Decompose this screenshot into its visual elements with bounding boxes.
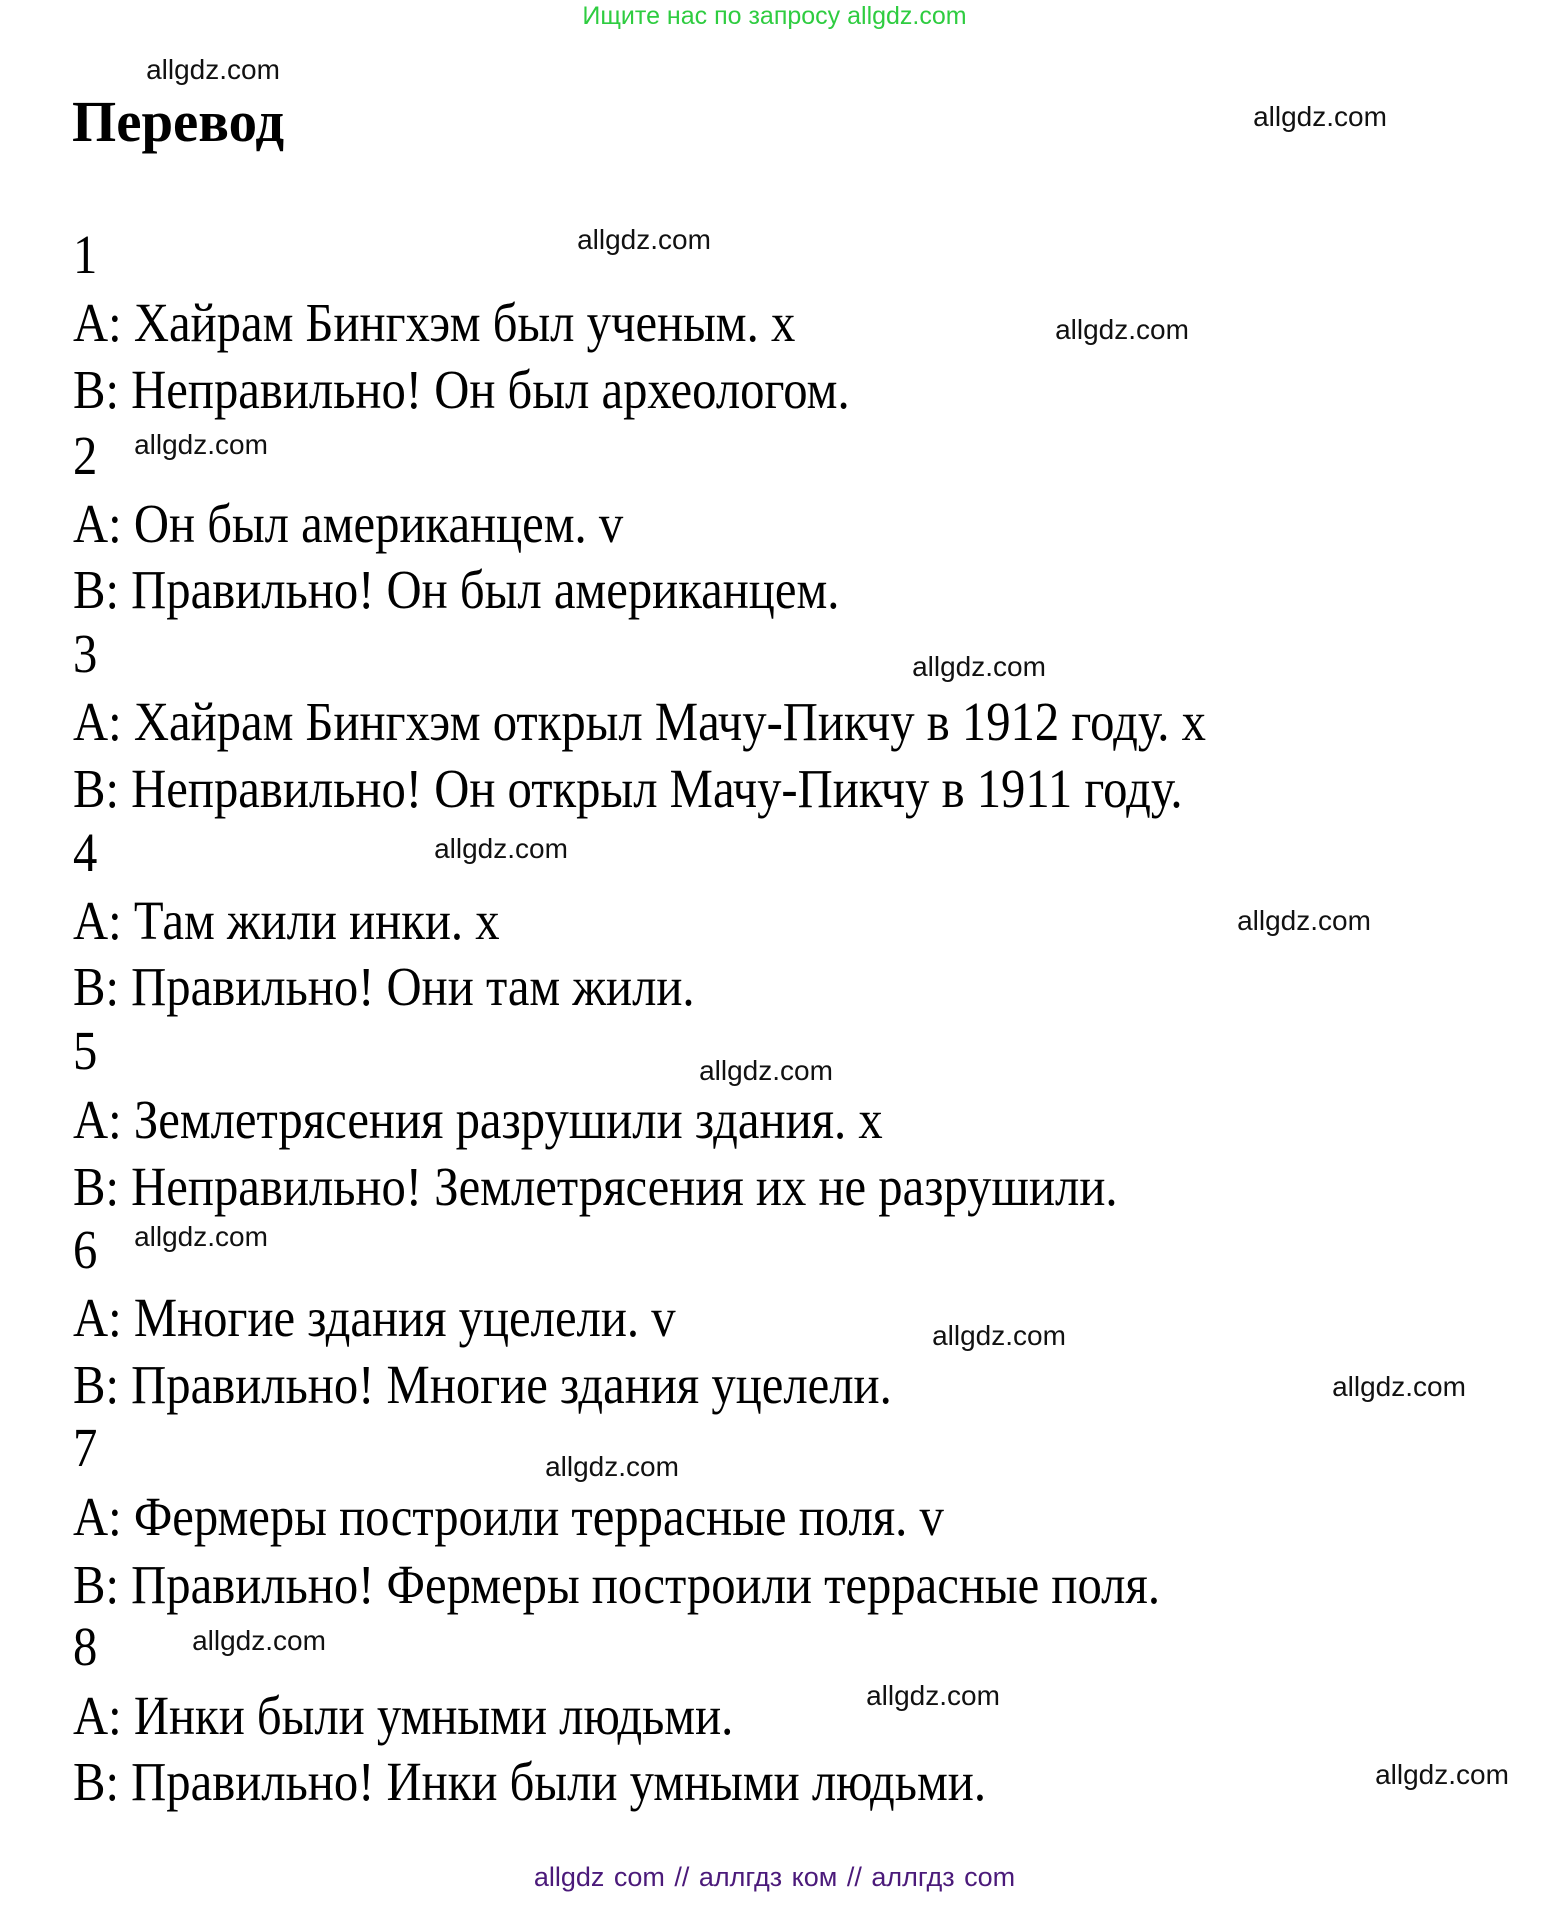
search-banner: Ищите нас по запросу allgdz.com — [582, 2, 967, 30]
watermark: allgdz.com — [146, 54, 280, 85]
watermark: allgdz.com — [699, 1055, 833, 1086]
item-response-b: B: Правильно! Фермеры построили террасные поля. — [73, 1554, 1161, 1615]
footer-watermark: allgdz com // аллгдз ком // аллгдз com — [533, 1862, 1016, 1892]
item-number: 7 — [73, 1417, 98, 1478]
watermark: allgdz.com — [932, 1320, 1066, 1351]
item-response-b: B: Неправильно! Он открыл Мачу-Пикчу в 1911 году. — [73, 758, 1183, 819]
item-statement-a: A: Он был американцем. v — [73, 493, 624, 554]
watermark: allgdz.com — [134, 1221, 268, 1252]
watermark: allgdz.com — [912, 651, 1046, 682]
item-statement-a: A: Фермеры построили террасные поля. v — [73, 1486, 944, 1547]
item-number: 2 — [73, 425, 98, 486]
item-number: 4 — [73, 822, 98, 883]
item-statement-a: A: Там жили инки. x — [73, 890, 500, 951]
watermark: allgdz.com — [1055, 314, 1189, 345]
item-response-b: B: Правильно! Он был американцем. — [73, 559, 840, 620]
item-response-b: B: Правильно! Они там жили. — [73, 956, 695, 1017]
item-number: 1 — [73, 224, 98, 285]
item-statement-a: A: Хайрам Бингхэм открыл Мачу-Пикчу в 1912 году. x — [73, 691, 1206, 752]
item-number: 6 — [73, 1219, 98, 1280]
item-response-b: B: Правильно! Многие здания уцелели. — [73, 1354, 892, 1415]
item-response-b: B: Неправильно! Землетрясения их не разрушили. — [73, 1156, 1118, 1217]
item-number: 8 — [73, 1616, 98, 1677]
watermark: allgdz.com — [577, 224, 711, 255]
item-statement-a: A: Землетрясения разрушили здания. x — [73, 1089, 883, 1150]
watermark: allgdz.com — [134, 429, 268, 460]
watermark: allgdz.com — [1237, 905, 1371, 936]
watermark: allgdz.com — [1332, 1371, 1466, 1402]
item-response-b: B: Правильно! Инки были умными людьми. — [73, 1751, 987, 1812]
watermark: allgdz.com — [1375, 1759, 1509, 1790]
item-response-b: B: Неправильно! Он был археологом. — [73, 359, 850, 420]
watermark: allgdz.com — [434, 833, 568, 864]
watermark: allgdz.com — [1253, 101, 1387, 132]
item-statement-a: A: Многие здания уцелели. v — [73, 1287, 676, 1348]
watermark: allgdz.com — [545, 1451, 679, 1482]
item-statement-a: A: Инки были умными людьми. — [73, 1685, 734, 1746]
watermark: allgdz.com — [866, 1680, 1000, 1711]
page-title: Перевод — [72, 89, 285, 154]
item-number: 5 — [73, 1020, 98, 1081]
item-statement-a: A: Хайрам Бингхэм был ученым. x — [73, 292, 796, 353]
watermark: allgdz.com — [192, 1625, 326, 1656]
item-number: 3 — [73, 623, 98, 684]
